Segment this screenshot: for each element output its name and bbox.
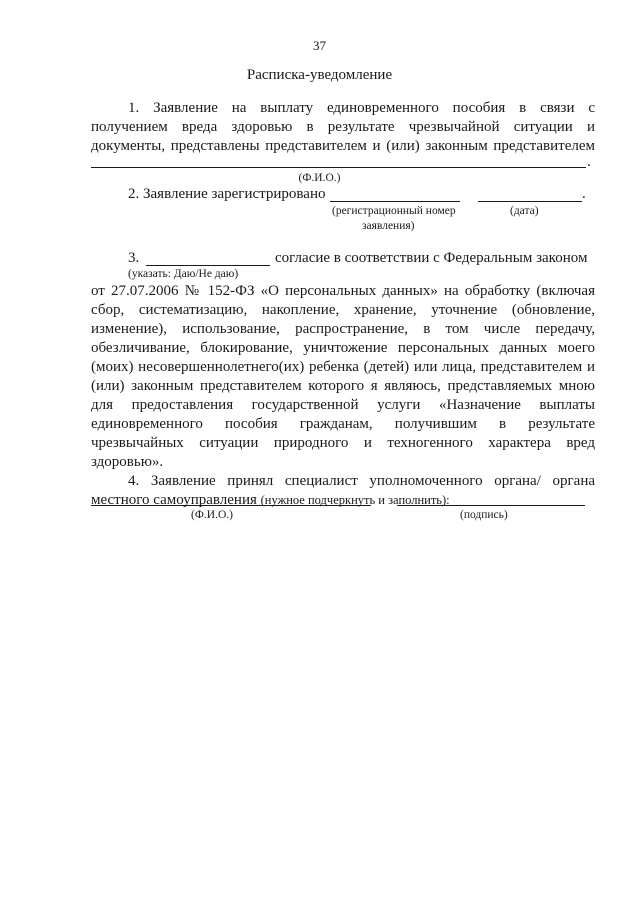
item-2-label: 2. Заявление зарегистрировано [128, 186, 326, 202]
item-4-line: 4. Заявление принял специалист уполномоченного органа/ органа [128, 473, 595, 489]
item-3-line: обезличивание, блокирование, уничтожение персональных данных моего [91, 340, 595, 356]
registration-number-caption-2: заявления) [362, 220, 415, 232]
item-3-line: изменение), использование, распространение, в том числе передачу, [91, 321, 595, 337]
consent-caption: (указать: Даю/Не даю) [128, 268, 239, 280]
item-2-period: . [582, 186, 586, 202]
representative-fio-blank[interactable] [91, 167, 586, 168]
item-3-line: единовременного пособия гражданам, получившим в результате [91, 416, 595, 432]
item-1-period: . [587, 154, 591, 170]
item-3-line: для предоставления государственной услуги «Назначение выплаты [91, 397, 595, 413]
document-title: Расписка-уведомление [246, 67, 393, 83]
item-1-line: документы, представлены представителем и (или) законным представителем [91, 138, 595, 154]
item-1-line: получением вреда здоровью в результате чрезвычайной ситуации и [91, 119, 595, 135]
item-1-line: 1. Заявление на выплату единовременного пособия в связи с [128, 100, 595, 116]
item-3-line: (моих) несовершеннолетнего(их) ребенка (детей) или лица, представителем и [91, 359, 595, 375]
item-3-consent-text: согласие в соответствии с Федеральным законом [275, 250, 588, 266]
item-3-number: 3. [128, 250, 140, 266]
specialist-signature-blank[interactable] [397, 505, 585, 506]
consent-blank[interactable] [146, 265, 270, 266]
item-3-line: (или) законным представителем которого я являюсь, представляемых мною [91, 378, 595, 394]
item-3-line: от 27.07.2006 № 152-ФЗ «О персональных данных» на обработку (включая [91, 283, 595, 299]
item-3-last-line: здоровью». [91, 454, 164, 470]
specialist-fio-blank[interactable] [91, 505, 371, 506]
item-4-line-2 [91, 491, 450, 510]
item-3-line: чрезвычайных ситуации природного и техногенного характера вред [91, 435, 595, 451]
registration-number-caption: (регистрационный номер [332, 205, 456, 217]
item-3-line: сбор, систематизацию, накопление, хранение, уточнение (обновление, [91, 302, 595, 318]
representative-fio-caption: (Ф.И.О.) [298, 172, 341, 184]
item-4-note: (нужное подчеркнуть и заполнить): [260, 493, 450, 507]
item-4-line-2-main: местного самоуправления [91, 492, 257, 508]
registration-number-blank[interactable] [330, 201, 460, 202]
registration-date-blank[interactable] [478, 201, 582, 202]
specialist-signature-caption: (подпись) [460, 509, 508, 521]
page-number: 37 [313, 38, 326, 53]
specialist-fio-caption: (Ф.И.О.) [191, 509, 233, 521]
registration-date-caption: (дата) [510, 205, 539, 217]
